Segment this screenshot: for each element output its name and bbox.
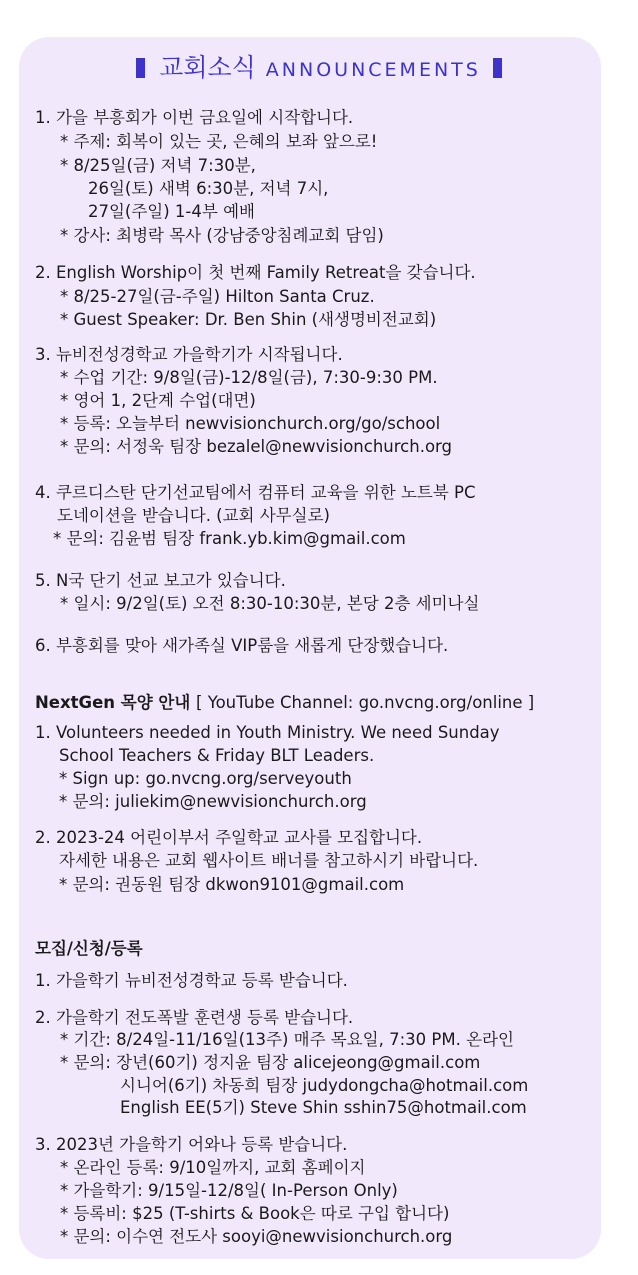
recruit-section-title: 모집/신청/등록 <box>35 939 143 958</box>
header-title-en: ANNOUNCEMENTS <box>265 59 481 81</box>
announcement-3-title: 3. 뉴비전성경학교 가을학기가 시작됩니다. <box>35 345 343 364</box>
announcement-5-title: 5. N국 단기 선교 보고가 있습니다. <box>35 571 286 590</box>
recruit-item-3-line: * 등록비: $25 (T-shirts & Book은 따로 구입 합니다) <box>60 1204 450 1223</box>
announcement-2-line: * 8/25-27일(금-주일) Hilton Santa Cruz. <box>60 287 375 306</box>
recruit-item-2-line: 시니어(6기) 차동희 팀장 judydongcha@hotmail.com <box>120 1076 529 1095</box>
nextgen-item-2-line: * 문의: 권동원 팀장 dkwon9101@gmail.com <box>59 875 405 894</box>
announcement-1-line: 27일(주일) 1-4부 예배 <box>88 202 255 221</box>
announcement-4-line: 도네이션을 받습니다. (교회 사무실로) <box>57 506 330 525</box>
nextgen-title: NextGen 목양 안내 <box>35 693 191 712</box>
recruit-item-1-title: 1. 가을학기 뉴비전성경학교 등록 받습니다. <box>35 971 348 990</box>
recruit-item-3-line: * 문의: 이수연 전도사 sooyi@newvisionchurch.org <box>60 1227 453 1246</box>
header-title-ko: 교회소식 <box>159 53 256 82</box>
nextgen-item-1-line: * Sign up: go.nvcng.org/serveyouth <box>59 769 352 788</box>
header-bar-right <box>493 58 502 78</box>
announcement-1-line: 26일(토) 새벽 6:30분, 저녁 7시, <box>88 179 329 198</box>
recruit-item-3-line: * 온라인 등록: 9/10일까지, 교회 홈페이지 <box>60 1158 366 1177</box>
announcement-2-line: * Guest Speaker: Dr. Ben Shin (새생명비전교회) <box>60 310 437 329</box>
announcement-4-line: * 문의: 김윤범 팀장 frank.yb.kim@gmail.com <box>53 529 406 548</box>
recruit-item-3-title: 3. 2023년 가을학기 어와나 등록 받습니다. <box>35 1135 348 1154</box>
announcement-1-title: 1. 가을 부흥회가 이번 금요일에 시작합니다. <box>35 108 354 127</box>
announcement-3-line: * 수업 기간: 9/8일(금)-12/8일(금), 7:30-9:30 PM. <box>60 368 438 387</box>
nextgen-youtube-channel: [ YouTube Channel: go.nvcng.org/online ] <box>196 693 535 712</box>
nextgen-item-1-line: * 문의: juliekim@newvisionchurch.org <box>59 792 367 811</box>
recruit-item-2-line: English EE(5기) Steve Shin sshin75@hotmail.com <box>120 1098 527 1117</box>
announcement-1-line: * 주제: 회복이 있는 곳, 은혜의 보좌 앞으로! <box>60 132 378 151</box>
announcement-3-line: * 문의: 서정욱 팀장 bezalel@newvisionchurch.org <box>60 437 453 456</box>
announcement-3-line: * 영어 1, 2단계 수업(대면) <box>60 391 256 410</box>
nextgen-item-2-title: 2. 2023-24 어린이부서 주일학교 교사를 모집합니다. <box>35 828 423 847</box>
nextgen-item-2-line: 자세한 내용은 교회 웹사이트 배너를 참고하시기 바랍니다. <box>59 851 479 870</box>
recruit-item-2-line: * 기간: 8/24일-11/16일(13주) 매주 목요일, 7:30 PM. 온라인 <box>60 1030 514 1049</box>
recruit-item-3-line: * 가을학기: 9/15일-12/8일( In-Person Only) <box>60 1181 398 1200</box>
announcement-4-title: 4. 쿠르디스탄 단기선교팀에서 컴퓨터 교육을 위한 노트북 PC <box>35 483 476 502</box>
announcement-1-line: * 강사: 최병락 목사 (강남중앙침례교회 담임) <box>60 226 384 245</box>
nextgen-item-1-title: 1. Volunteers needed in Youth Ministry. We need Sunday <box>35 723 500 742</box>
announcement-2-title: 2. English Worship이 첫 번째 Family Retreat을 갖습니다. <box>35 263 476 282</box>
recruit-item-2-line: * 문의: 장년(60기) 정지윤 팀장 alicejeong@gmail.com <box>60 1053 481 1072</box>
announcement-6-title: 6. 부흥회를 맞아 새가족실 VIP룸을 새롭게 단장했습니다. <box>35 636 449 655</box>
recruit-item-2-title: 2. 가을학기 전도폭발 훈련생 등록 받습니다. <box>35 1008 354 1027</box>
header-bar-left <box>136 58 145 78</box>
nextgen-section-title <box>35 689 534 713</box>
announcement-3-line: * 등록: 오늘부터 newvisionchurch.org/go/school <box>60 414 441 433</box>
announcement-5-line: * 일시: 9/2일(토) 오전 8:30-10:30분, 본당 2층 세미나실 <box>60 594 480 613</box>
announcement-1-line: * 8/25일(금) 저녁 7:30분, <box>60 156 256 175</box>
announcements-header <box>0 48 638 84</box>
nextgen-item-1-line: School Teachers & Friday BLT Leaders. <box>59 746 375 765</box>
